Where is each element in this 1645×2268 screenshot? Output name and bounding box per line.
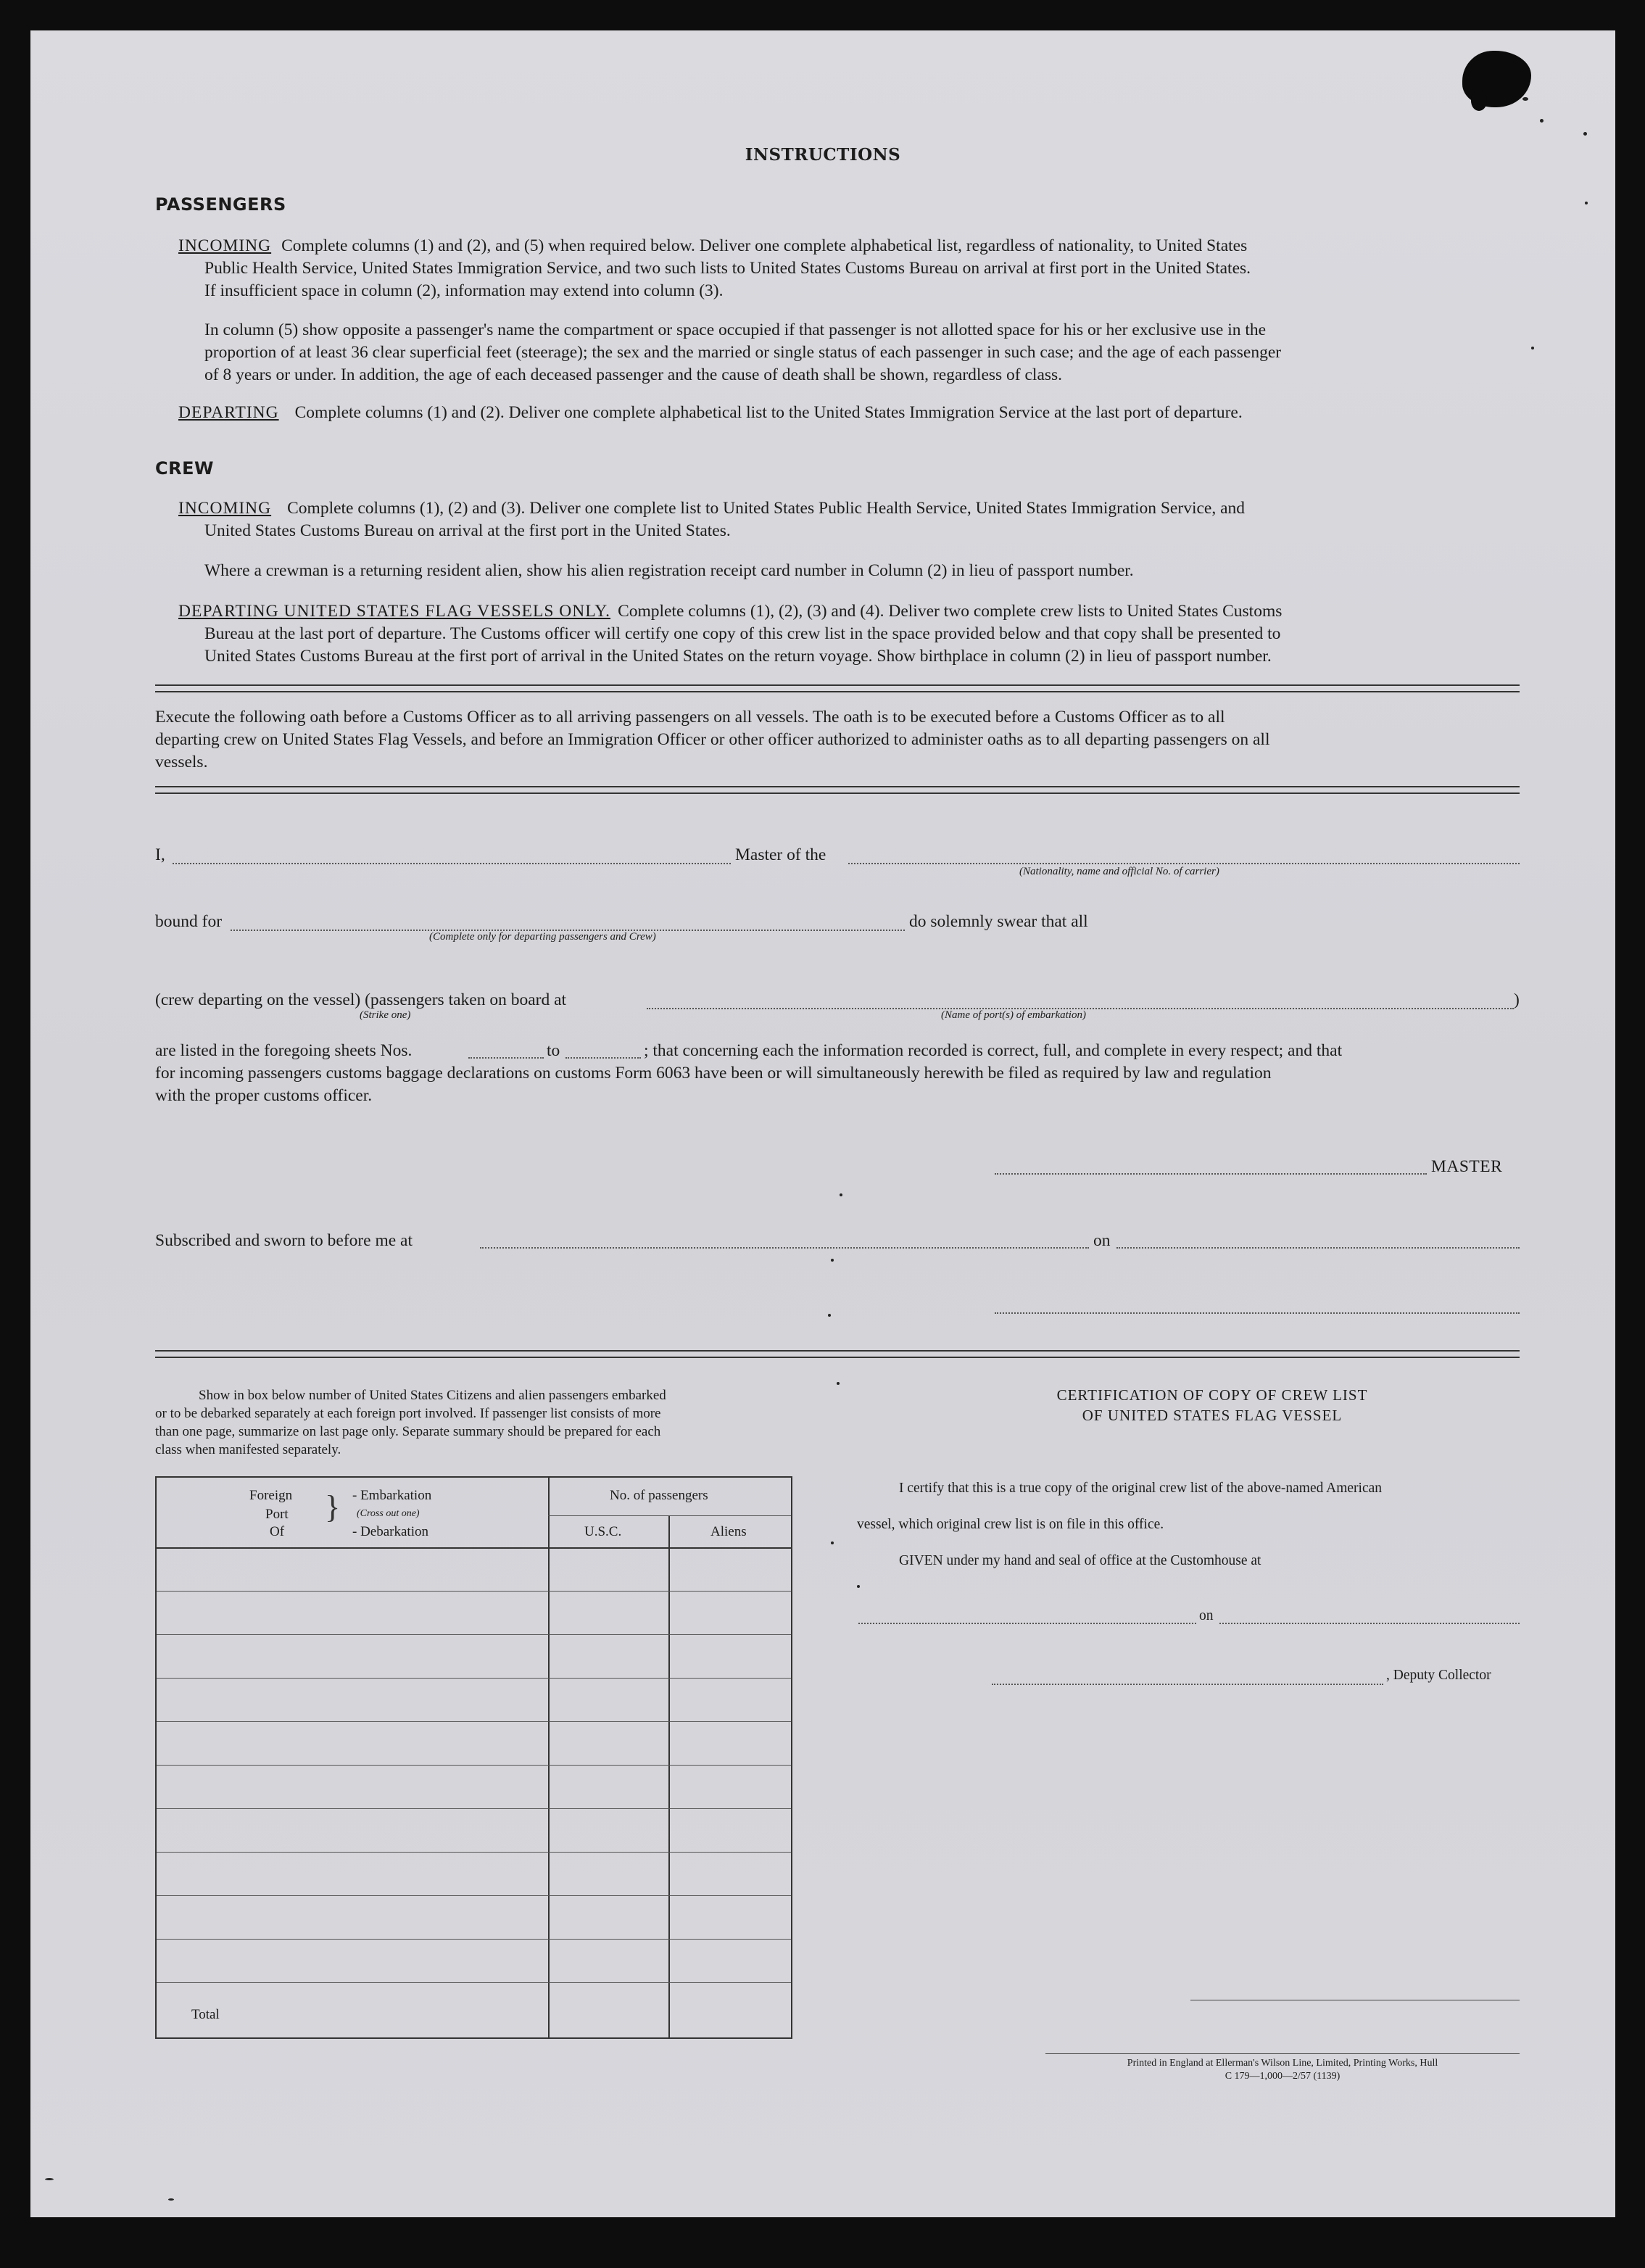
crew-departing-line2: Bureau at the last port of departure. The Customs officer will certify one copy of this crew list in the space provided below and that copy shall be presented to bbox=[204, 624, 1281, 643]
sworn-on-label: on bbox=[1093, 1231, 1111, 1250]
cert-date-field[interactable] bbox=[1219, 1623, 1520, 1624]
carrier-field[interactable] bbox=[848, 863, 1520, 864]
listed-to-label: to bbox=[547, 1041, 560, 1060]
customhouse-field[interactable] bbox=[858, 1623, 1196, 1624]
double-rule bbox=[155, 1350, 1520, 1358]
crew-departing-line1: Complete columns (1), (2), (3) and (4). Deliver two complete crew lists to United States Customs bbox=[618, 602, 1283, 621]
crew-departing bbox=[178, 600, 1520, 668]
summary-note-line3: than one page, summarize on last page only. Separate summary should be prepared for each bbox=[155, 1424, 661, 1439]
master-of-the-label: Master of the bbox=[735, 845, 826, 864]
double-rule bbox=[155, 786, 1520, 794]
column-divider bbox=[668, 1515, 670, 2037]
sheet-from-field[interactable] bbox=[468, 1057, 544, 1059]
bound-for-hint: (Complete only for departing passengers and Crew) bbox=[429, 931, 656, 943]
port-label: Port bbox=[265, 1507, 289, 1522]
certify-line1: I certify that this is a true copy of the original crew list of the above-named American bbox=[899, 1481, 1383, 1496]
bracket-icon: } bbox=[325, 1489, 341, 1525]
ports-hint: (Name of port(s) of embarkation) bbox=[941, 1009, 1086, 1021]
table-row bbox=[157, 1765, 791, 1766]
close-paren: ) bbox=[1514, 990, 1520, 1009]
printer-line1: Printed in England at Ellerman's Wilson Line, Limited, Printing Works, Hull bbox=[1127, 2058, 1438, 2069]
passengers-incoming-label: INCOMING bbox=[178, 236, 272, 255]
cross-out-hint: (Cross out one) bbox=[357, 1508, 420, 1519]
table-row bbox=[157, 1808, 791, 1809]
oath-instruction-line1: Execute the following oath before a Customs Officer as to all arriving passengers on all vessels. The oath is to be executed before a Customs Officer as to all bbox=[155, 708, 1225, 727]
passenger-summary-box bbox=[155, 1476, 792, 2039]
crew-resident-alien: Where a crewman is a returning resident alien, show his alien registration receipt card number in Column (2) in lieu of passport number. bbox=[204, 561, 1134, 580]
column5-line1: In column (5) show opposite a passenger's name the compartment or space occupied if that passenger is not allotted space for his or her exclusive use in the bbox=[204, 320, 1267, 339]
speck bbox=[828, 1314, 831, 1317]
speck bbox=[1583, 132, 1587, 136]
passengers-departing-text: Complete columns (1) and (2). Deliver one complete alphabetical list to the United States Immigration Service at the last port of departure. bbox=[294, 403, 1243, 422]
form-sheet bbox=[30, 30, 1615, 2217]
table-row bbox=[157, 1852, 791, 1853]
crew-incoming-label: INCOMING bbox=[178, 499, 272, 518]
summary-note-line1: Show in box below number of United States Citizens and alien passengers embarked bbox=[199, 1388, 666, 1403]
speck bbox=[837, 1382, 840, 1385]
certification-title-line2: OF UNITED STATES FLAG VESSEL bbox=[1082, 1407, 1343, 1424]
table-row bbox=[157, 1591, 791, 1592]
usc-label: U.S.C. bbox=[584, 1524, 622, 1539]
crew-departing-line3: United States Customs Bureau at the first port of arrival in the United States on the return voyage. Show birthplace in column (2) in lieu of passport number. bbox=[204, 647, 1272, 666]
summary-note bbox=[155, 1386, 793, 1459]
table-row bbox=[157, 1939, 791, 1940]
oath-i-label: I, bbox=[155, 845, 165, 864]
column5-line2: proportion of at least 36 clear superficial feet (steerage); the sex and the married or single status of each passenger in such case; and the age of each passenger bbox=[204, 343, 1282, 362]
summary-note-line2: or to be debarked separately at each foreign port involved. If passenger list consists of more bbox=[155, 1406, 661, 1421]
swear-label: do solemnly swear that all bbox=[909, 912, 1088, 931]
passengers-departing bbox=[178, 402, 1520, 424]
passengers-heading: PASSENGERS bbox=[155, 194, 286, 215]
embarkation-label: - Embarkation bbox=[352, 1488, 432, 1503]
ink-blot bbox=[1462, 51, 1531, 107]
speck bbox=[1531, 347, 1534, 349]
of-label: Of bbox=[270, 1524, 285, 1539]
double-rule bbox=[155, 684, 1520, 692]
sworn-place-field[interactable] bbox=[480, 1247, 1089, 1249]
listed-line3: with the proper customs officer. bbox=[155, 1086, 373, 1105]
deputy-collector-label: , Deputy Collector bbox=[1386, 1668, 1491, 1683]
crew-incoming bbox=[178, 497, 1520, 542]
table-row bbox=[157, 1678, 791, 1679]
table-row bbox=[157, 1721, 791, 1722]
printer-imprint bbox=[1045, 2053, 1520, 2083]
carrier-hint: (Nationality, name and official No. of carrier) bbox=[1019, 866, 1219, 877]
debarkation-label: - Debarkation bbox=[352, 1524, 428, 1539]
speck bbox=[45, 2178, 54, 2180]
listed-sheets-label: are listed in the foregoing sheets Nos. bbox=[155, 1041, 413, 1060]
summary-note-line4: class when manifested separately. bbox=[155, 1442, 341, 1457]
table-row bbox=[157, 1982, 791, 1983]
passengers-incoming bbox=[178, 235, 1520, 302]
column-divider bbox=[548, 1478, 550, 2037]
master-signature-field[interactable] bbox=[995, 1173, 1427, 1175]
speck bbox=[1540, 119, 1544, 123]
given-line: GIVEN under my hand and seal of office at the Customhouse at bbox=[899, 1553, 1261, 1568]
certification-title-line1: CERTIFICATION OF COPY OF CREW LIST bbox=[1056, 1386, 1368, 1404]
passengers-departing-label: DEPARTING bbox=[178, 403, 279, 422]
speck bbox=[831, 1541, 834, 1544]
passengers-incoming-line2: Public Health Service, United States Immigration Service, and two such lists to United States Customs Bureau on arrival at first port in the United States. bbox=[204, 259, 1251, 278]
crew-heading: CREW bbox=[155, 458, 214, 479]
header-rule bbox=[548, 1515, 791, 1516]
aliens-label: Aliens bbox=[710, 1524, 747, 1539]
sworn-date-field[interactable] bbox=[1116, 1247, 1520, 1249]
speck bbox=[857, 1585, 860, 1588]
table-row bbox=[157, 1895, 791, 1896]
listed-line2: for incoming passengers customs baggage declarations on customs Form 6063 have been or will simultaneously herewith be filed as required by law and regulation bbox=[155, 1064, 1272, 1083]
no-of-passengers-label: No. of passengers bbox=[610, 1488, 708, 1503]
crew-departing-label: DEPARTING UNITED STATES FLAG VESSELS ONLY. bbox=[178, 602, 611, 621]
oath-instruction-line2: departing crew on United States Flag Vessels, and before an Immigration Officer or other officer authorized to administer oaths as to all departing passengers on all bbox=[155, 730, 1270, 749]
passengers-incoming-line3: If insufficient space in column (2), information may extend into column (3). bbox=[204, 281, 724, 300]
speck bbox=[168, 2198, 174, 2201]
certify-line2: vessel, which original crew list is on file in this office. bbox=[857, 1517, 1164, 1532]
total-label: Total bbox=[191, 2007, 220, 2022]
speck bbox=[831, 1259, 834, 1262]
speck bbox=[1522, 97, 1528, 101]
listed-text: ; that concerning each the information recorded is correct, full, and complete in every respect; and that bbox=[644, 1041, 1343, 1060]
master-name-field[interactable] bbox=[173, 863, 731, 864]
subscribed-label: Subscribed and sworn to before me at bbox=[155, 1231, 413, 1250]
crew-incoming-line2: United States Customs Bureau on arrival at the first port in the United States. bbox=[204, 521, 731, 540]
table-row bbox=[157, 1634, 791, 1635]
cert-on-label: on bbox=[1199, 1608, 1214, 1623]
speck bbox=[840, 1193, 842, 1196]
foreign-label: Foreign bbox=[249, 1488, 293, 1503]
header-bottom-rule bbox=[157, 1547, 791, 1549]
speck bbox=[1585, 202, 1588, 204]
column5-line3: of 8 years or under. In addition, the age of each deceased passenger and the cause of death shall be shown, regardless of class. bbox=[204, 365, 1063, 384]
passengers-column5 bbox=[204, 319, 1520, 386]
sheet-to-field[interactable] bbox=[565, 1057, 641, 1059]
crew-departing-phrase: (crew departing on the vessel) (passengers taken on board at bbox=[155, 990, 567, 1009]
printer-line2: C 179—1,000—2/57 (1139) bbox=[1225, 2071, 1341, 2082]
oath-instruction bbox=[155, 706, 1520, 774]
master-label: MASTER bbox=[1431, 1157, 1503, 1176]
instructions-title: INSTRUCTIONS bbox=[745, 145, 901, 165]
deputy-collector-signature-field[interactable] bbox=[992, 1684, 1383, 1685]
oath-instruction-line3: vessels. bbox=[155, 753, 208, 771]
bound-for-label: bound for bbox=[155, 912, 223, 931]
passengers-incoming-line1: Complete columns (1) and (2), and (5) when required below. Deliver one complete alphabetical list, regardless of nationality, to United States bbox=[281, 236, 1248, 255]
strike-one-hint: (Strike one) bbox=[360, 1009, 411, 1021]
crew-incoming-line1: Complete columns (1), (2) and (3). Deliver one complete list to United States Public Health Service, United States Immigration Service, and bbox=[287, 499, 1246, 518]
officer-signature-field[interactable] bbox=[995, 1312, 1520, 1314]
